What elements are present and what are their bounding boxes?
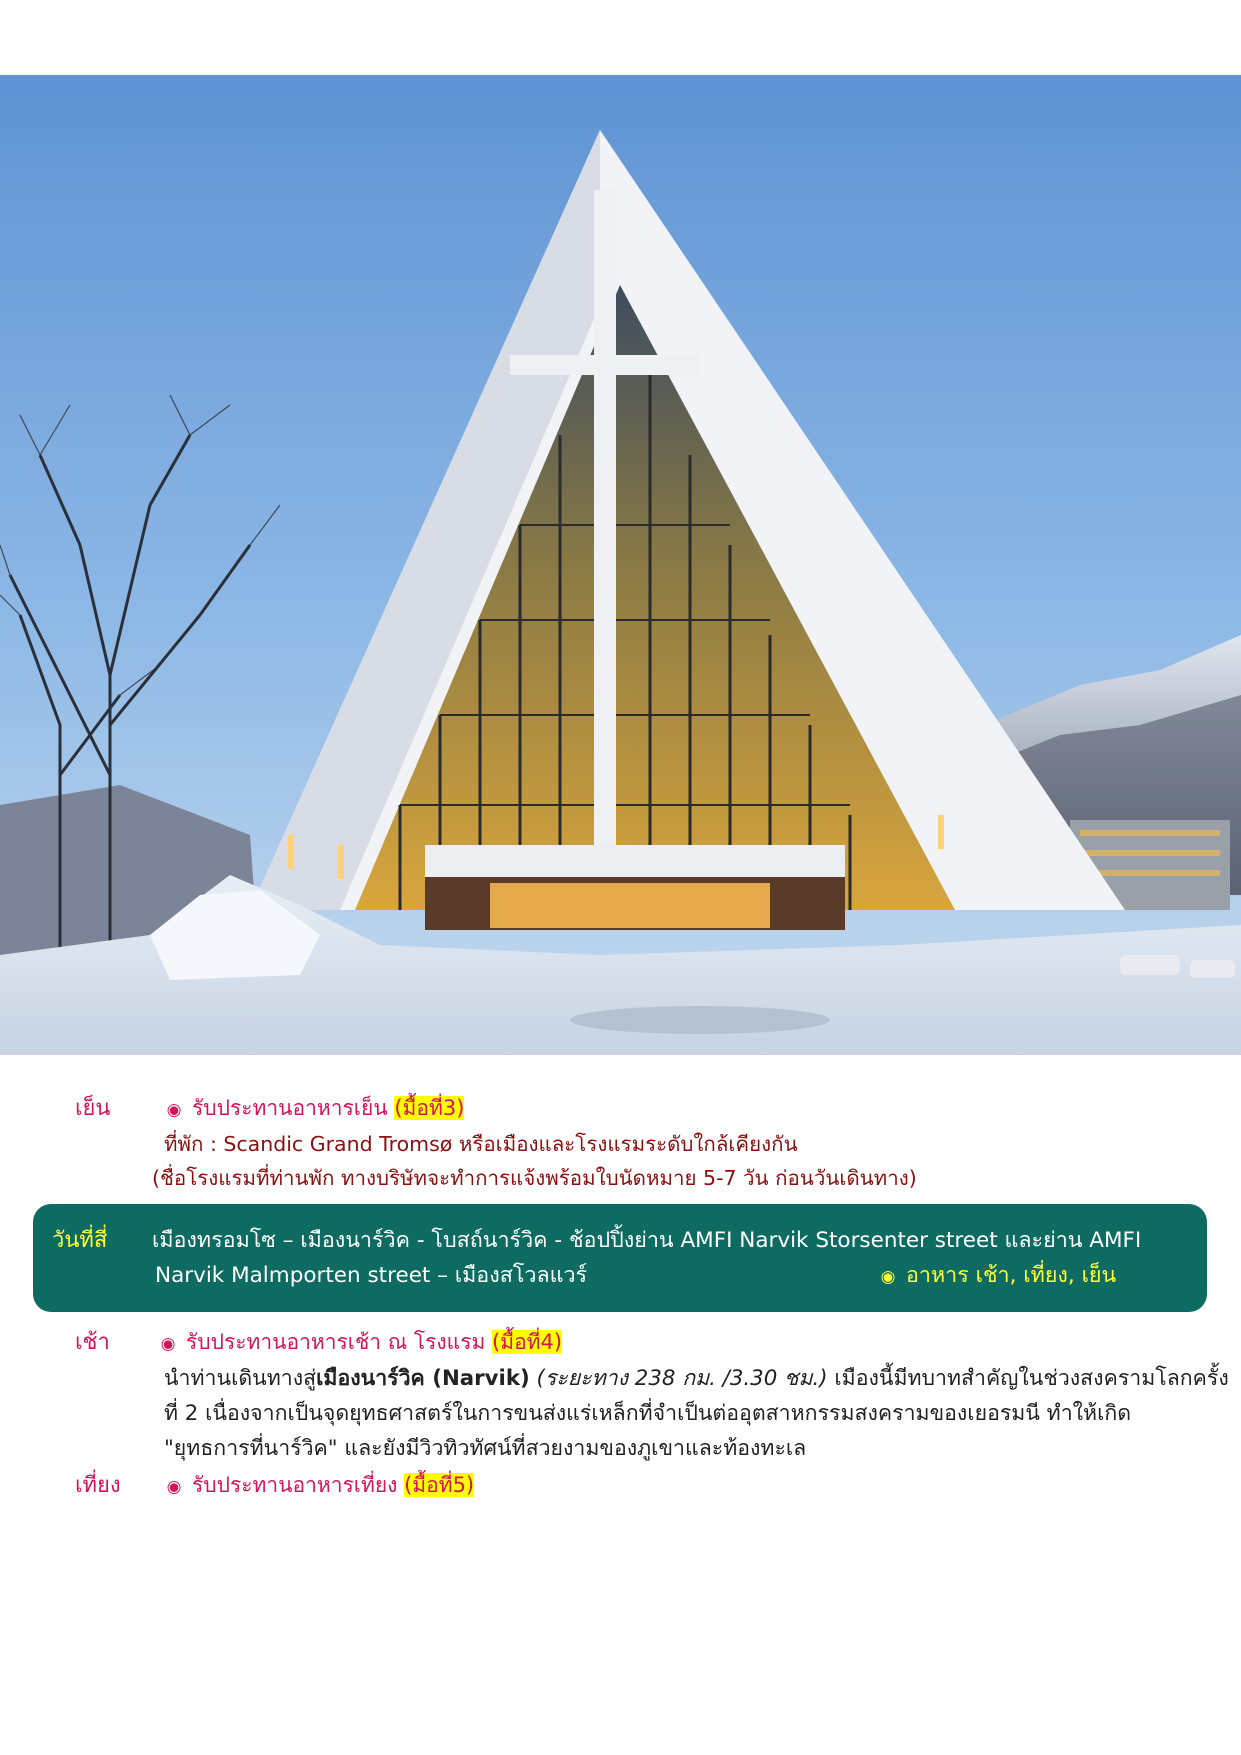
lunch-meal-number: (มื้อที่5) <box>404 1473 475 1497</box>
narvik-desc-line-2: ที่ 2 เนื่องจากเป็นจุดยุทธศาสตร์ในการขนส่งแร่เหล็กที่จำเป็นต่ออุตสาหกรรมสงครามของเยอรมนี ทำให้เกิด <box>164 1401 1132 1426</box>
plate-cutlery-icon: ◉ <box>880 1267 896 1287</box>
hotel-line: ที่พัก : Scandic Grand Tromsø หรือเมืองและโรงแรมระดับใกล้เคียงกัน <box>164 1132 798 1156</box>
plate-cutlery-icon: ◉ <box>166 1100 182 1120</box>
dinner-text: รับประทานอาหารเย็น <box>192 1096 388 1120</box>
desc-rest: เมืองนี้มีทบาทสำคัญในช่วงสงครามโลกครั้ง <box>827 1366 1229 1391</box>
plate-cutlery-icon: ◉ <box>166 1477 182 1497</box>
day-meals-text: อาหาร เช้า, เที่ยง, เย็น <box>906 1263 1117 1288</box>
time-label-noon: เที่ยง <box>75 1473 121 1498</box>
dinner-meal-number: (มื้อที่3) <box>394 1096 465 1120</box>
desc-intro: นำท่านเดินทางสู่ <box>164 1366 317 1391</box>
desc-distance: (ระยะทาง 238 กม. /3.30 ชม.) <box>536 1366 828 1391</box>
hotel-note: (ชื่อโรงแรมที่ท่านพัก ทางบริษัทจะทำการแจ้งพร้อมใบนัดหมาย 5-7 วัน ก่อนวันเดินทาง) <box>152 1166 917 1190</box>
narvik-desc-line-3: "ยุทธการที่นาร์วิค" และยังมีวิวทิวทัศน์ที่สวยงามของภูเขาและท้องทะเล <box>164 1436 807 1461</box>
time-label-evening: เย็น <box>75 1096 111 1121</box>
day-meals <box>878 1258 1116 1292</box>
day-label: วันที่สี่ <box>52 1228 108 1253</box>
desc-place: เมืองนาร์วิค (Narvik) <box>316 1366 530 1391</box>
breakfast-line <box>158 1326 562 1359</box>
time-label-morning: เช้า <box>75 1330 110 1355</box>
lunch-text: รับประทานอาหารเที่ยง <box>192 1473 398 1497</box>
arctic-cathedral-photo <box>0 75 1241 1055</box>
dinner-line <box>164 1092 464 1125</box>
route-line-1: เมืองทรอมโซ – เมืองนาร์วิค - โบสถ์นาร์วิค - ช้อปปิ้งย่าน AMFI Narvik Storsenter street และย่าน AMFI <box>152 1228 1142 1253</box>
breakfast-text: รับประทานอาหารเช้า ณ โรงแรม <box>186 1330 486 1354</box>
narvik-desc-line-1 <box>164 1362 1229 1395</box>
lunch-line <box>164 1469 474 1502</box>
breakfast-meal-number: (มื้อที่4) <box>492 1330 563 1354</box>
plate-cutlery-icon: ◉ <box>160 1334 176 1354</box>
route-line-2: Narvik Malmporten street – เมืองสโวลแวร์ <box>155 1263 588 1288</box>
